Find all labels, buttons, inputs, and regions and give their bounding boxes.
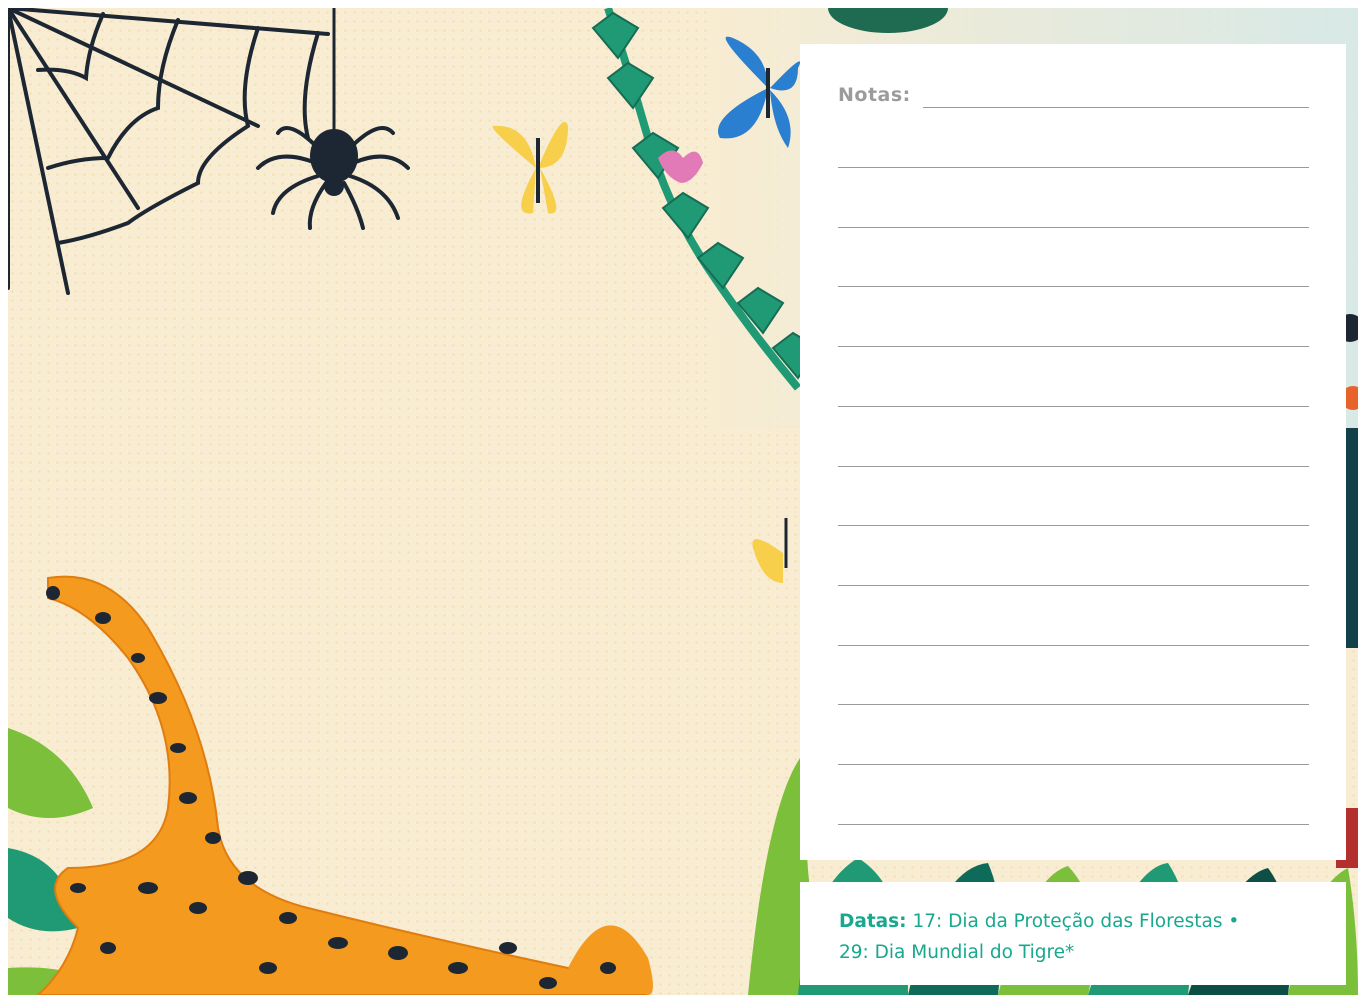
- dates-line-1: 17: Dia da Proteção das Florestas •: [912, 911, 1240, 932]
- note-line[interactable]: [923, 107, 1309, 108]
- note-line[interactable]: [838, 824, 1309, 825]
- notes-card: [800, 44, 1346, 860]
- note-line[interactable]: [838, 346, 1309, 347]
- note-line[interactable]: [838, 286, 1309, 287]
- note-line[interactable]: [838, 585, 1309, 586]
- note-line[interactable]: [838, 227, 1309, 228]
- dates-label: Datas:: [839, 911, 907, 932]
- dates-card: [800, 882, 1346, 985]
- note-line[interactable]: [838, 525, 1309, 526]
- dates-line-2: 29: Dia Mundial do Tigre*: [839, 942, 1075, 963]
- page-canvas: [8, 8, 1358, 995]
- notes-label: Notas:: [838, 84, 911, 106]
- note-line[interactable]: [838, 764, 1309, 765]
- note-line[interactable]: [838, 167, 1309, 168]
- dates-text: [839, 906, 1326, 968]
- note-line[interactable]: [838, 466, 1309, 467]
- note-line[interactable]: [838, 406, 1309, 407]
- note-line[interactable]: [838, 704, 1309, 705]
- note-line[interactable]: [838, 645, 1309, 646]
